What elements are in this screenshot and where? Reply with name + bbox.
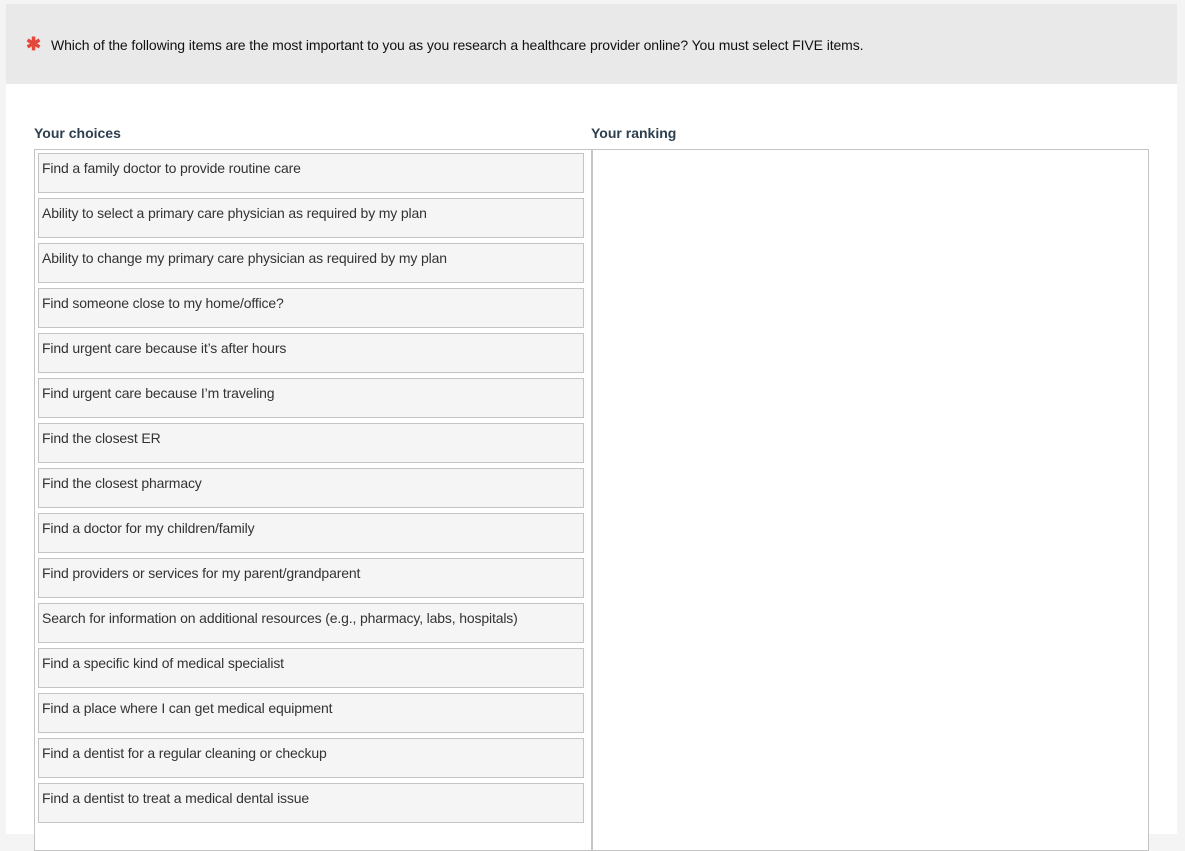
choice-item[interactable] — [38, 783, 584, 823]
choice-label: Find urgent care because it’s after hours — [42, 340, 287, 356]
choice-label: Find a dentist for a regular cleaning or checkup — [42, 745, 327, 761]
choice-label: Find a family doctor to provide routine care — [42, 160, 301, 176]
choice-label: Find the closest ER — [42, 430, 161, 446]
question-text: Which of the following items are the most important to you as you research a healthcare provider online? You must select FIVE items. — [51, 37, 864, 53]
choice-item[interactable] — [38, 333, 584, 373]
ranking-header: Your ranking — [591, 125, 677, 141]
choice-label: Find a doctor for my children/family — [42, 520, 255, 536]
choice-item[interactable] — [38, 468, 584, 508]
choices-list[interactable] — [34, 149, 593, 851]
question-card — [6, 4, 1177, 834]
choice-label: Find urgent care because I’m traveling — [42, 385, 275, 401]
choice-item[interactable] — [38, 603, 584, 643]
choice-item[interactable] — [38, 153, 584, 193]
ranking-dropzone[interactable] — [592, 149, 1149, 851]
choice-label: Search for information on additional resources (e.g., pharmacy, labs, hospitals) — [42, 610, 518, 626]
question-header — [6, 4, 1177, 84]
choice-label: Find a specific kind of medical specialist — [42, 655, 284, 671]
choices-header: Your choices — [34, 125, 121, 141]
choice-item[interactable] — [38, 693, 584, 733]
choice-label: Ability to select a primary care physician as required by my plan — [42, 205, 427, 221]
choice-item[interactable] — [38, 423, 584, 463]
choice-item[interactable] — [38, 198, 584, 238]
choice-label: Find someone close to my home/office? — [42, 295, 284, 311]
choice-item[interactable] — [38, 558, 584, 598]
choice-item[interactable] — [38, 243, 584, 283]
choice-label: Find a dentist to treat a medical dental issue — [42, 790, 310, 806]
choice-item[interactable] — [38, 288, 584, 328]
choice-label: Find providers or services for my parent/grandparent — [42, 565, 361, 581]
choice-label: Find the closest pharmacy — [42, 475, 202, 491]
required-asterisk-icon: ✱ — [26, 34, 42, 54]
choice-label: Ability to change my primary care physician as required by my plan — [42, 250, 447, 266]
choice-item[interactable] — [38, 513, 584, 553]
choice-item[interactable] — [38, 738, 584, 778]
choice-item[interactable] — [38, 378, 584, 418]
choice-item[interactable] — [38, 648, 584, 688]
choice-label: Find a place where I can get medical equipment — [42, 700, 333, 716]
